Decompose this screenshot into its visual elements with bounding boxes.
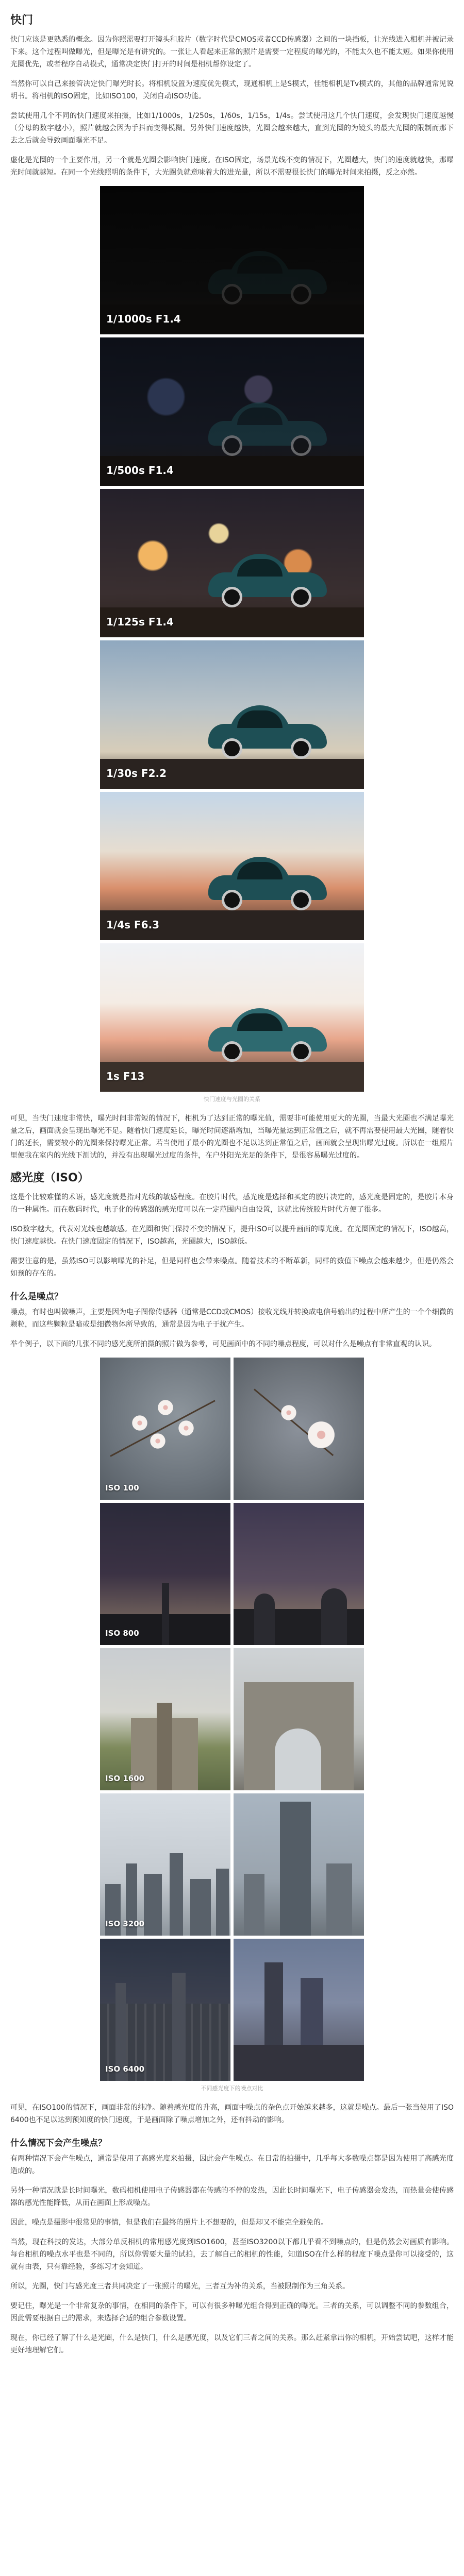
shutter-photo <box>100 489 364 637</box>
shutter-photo-label: 1s F13 <box>106 1070 145 1082</box>
iso-photo-caption: 不同感光度下的噪点对比 <box>201 2085 263 2092</box>
iso-heading: 感光度（ISO） <box>10 1172 89 1184</box>
iso-paragraph: 这是个比较难懂的术语，感光度就是指对光线的敏感程度。在胶片时代，感光度是选择和买定的胶片决定的，感光度是固定的，是胶片本身的一种属性。而在数码时代，电子化的传感器的感光度可以在一定范围内自由设置，这就比传统胶片时代方便了很多。 <box>10 1193 454 1214</box>
noise-heading: 什么是噪点？ <box>10 1292 63 1302</box>
shutter-photo <box>100 943 364 1092</box>
iso-photo <box>234 1648 364 1790</box>
iso-photo-label: ISO 3200 <box>105 1919 145 1928</box>
shutter-photo-label: 1/30s F2.2 <box>106 767 167 779</box>
shutter-photo <box>100 337 364 486</box>
iso-photo-label: ISO 6400 <box>105 2064 145 2074</box>
noise-cause-paragraph: 当然，现在科技的发达，大部分单反相机的常用感光度到ISO1600，甚至ISO3200以下都几乎看不到噪点的，但是仍然会对画质有影响。每台相机的噪点水平也是不同的，所以你需要大量的试拍，去了解自己的相机的性能，知道ISO在什么样的程度下噪点是你可以接受的，这就有由表，只有靠经验，多练习才会知道。 <box>10 2238 454 2271</box>
shutter-after-paragraph: 可见，当快门速度非常快，曝光时间非常短的情况下，相机为了达到正常的曝光值，需要非可能使用更大的光圈，当最大光圈也不满足曝光量之后，画面就会呈现出曝光不足。随着快门速度延长，曝光时间逐渐增加，当曝光量达到正常值之后，就不再需要使用最大光圈，随着快门的延长，需要较小的光圈来保持曝光正常。若当使用了最小的光圈也不足以达到正常值之后，画面就会呈现出曝光过度。所以在一组照片里便我在室内的光线下测试的，并没有出现曝光过度的条件，在户外阳光光足的条件下，是很容易曝光过度的。 <box>10 1114 454 1160</box>
iso-photo <box>234 1939 364 2081</box>
iso-photo-label: ISO 800 <box>105 1629 139 1638</box>
shutter-heading: 快门 <box>10 14 34 27</box>
shutter-paragraph: 尝试使用几个不同的快门速度来拍摄，比如1/1000s，1/250s，1/60s，1/15s，1/4s。尝试使用这几个快门速度，会发现快门速度越慢（分母的数字越小），照片就越会因为手抖而变得模糊。另外快门速度越快，光圈会越来越大，直到光圈的为镜头的最大光圈的限制而那下去之后就会导致画面曝光不足。 <box>10 112 454 145</box>
noise-cause-paragraph: 有两种情况下会产生噪点，通常是使用了高感光度来拍摄，因此会产生噪点。在日常的拍摄中，几乎每大多数噪点都是因为使用了高感光度造成的。 <box>10 2155 454 2175</box>
shutter-photo-label: 1/4s F6.3 <box>106 919 160 931</box>
iso-photo <box>234 1358 364 1500</box>
iso-photo-label: ISO 1600 <box>105 1774 145 1783</box>
shutter-photo-label: 1/500s F1.4 <box>106 464 174 477</box>
noise-cause-paragraph: 因此，噪点是摄影中很常见的事情，但是我们在最终的照片上不想要的，但是却又不能完全避免的。 <box>10 2218 328 2227</box>
iso-photo <box>100 1939 230 2081</box>
shutter-photo <box>100 640 364 789</box>
shutter-photo-label: 1/1000s F1.4 <box>106 313 181 325</box>
iso-paragraph: 需要注意的是，虽然ISO可以影响曝光的补足，但是同样也会带来噪点。随着技术的不断革新，同样的数值下噪点会越来越少，但是仍然会如预的存在的。 <box>10 1257 454 1278</box>
shutter-photo-stack <box>100 186 364 1092</box>
noise-cause-heading: 什么情况下会产生噪点？ <box>10 2138 107 2148</box>
iso-photo <box>234 1793 364 1936</box>
noise-cause-paragraph: 另外一种情况就是长时间曝光，数码相机使用电子传感器都在传感的不停的发热，因此长时间曝光下，电子传感器会发热，而热量会使传感器的感光性能降低，从而在画面上形成噪点。 <box>10 2187 454 2207</box>
shutter-paragraph: 快门应该是更熟悉的概念。因为你照需要打开镜头和胶片（数字时代是CMOS或者CCD传感器）之间的一块挡板，让光线进入相机并被记录下来。这个过程叫做曝光，但是曝光是有讲究的。一张让人看起来正常的照片是需要一定程度的曝光的，不能太久也不能太短。如果你使用光圈优先，或者程序自动模式，通常决定快门打开的时间是相机帮你设定了。 <box>10 36 454 69</box>
shutter-paragraph: 虚化是光圈的一个主要作用，另一个就是光圈会影响快门速度。在ISO固定，场景光线不变的情况下，光圈越大，快门的速度就越快，那曝光时间就越短。在同一个光线照明的条件下，大光圈负就意味着大的进光量，所以不需要很长快门的曝光时间来拍摄，反之亦然。 <box>10 156 454 177</box>
noise-paragraph: 噪点，有时也叫做噪声，主要是因为电子图像传感器（通常是CCD或CMOS）接收光线并转换成电信号输出的过程中所产生的一个个细微的颗粒，而这些颗粒是暗或是细微物体所导致的，通常是因为电子于扰产生。 <box>10 1308 454 1329</box>
shutter-photo <box>100 186 364 334</box>
shutter-paragraph: 当然你可以自己来接管决定快门曝光时长。将相机设置为速度优先模式，现通相机上是S模式，佳能相机是Tv模式的，其他的品牌通常见说明书。将相机的ISO固定，比如ISO100，关闭自动ISO功能。 <box>10 80 454 100</box>
iso-photo <box>234 1503 364 1645</box>
iso-paragraph: ISO数字越大，代表对光线也越敏感。在光圈和快门保持不变的情况下，提升ISO可以提升画面的曝光度。在光圈固定的情况下，ISO越高，快门速度越快。在快门速度固定的情况下，ISO越高，光圈越大，ISO越低。 <box>10 1225 454 1246</box>
shutter-photo-label: 1/125s F1.4 <box>106 616 174 628</box>
iso-photo <box>100 1648 230 1790</box>
noise-paragraph: 举个例子，以下面的几张不同的感光度所拍摄的照片做为参考，可见画面中的不同的噪点程度，可以对什么是噪点有非常直观的认识。 <box>10 1340 436 1348</box>
noise-cause-paragraph: 要记住，曝光是一个非常复杂的事情，在相同的条件下，可以有很多种曝光组合得到正确的曝光。三者的关系，可以调整不同的参数组合，因此需要根据自己的需求，来选择合适的组合参数设置。 <box>10 2302 454 2323</box>
iso-photo-label: ISO 100 <box>105 1483 139 1493</box>
article <box>10 0 454 2374</box>
noise-cause-paragraph: 所以，光圈，快门与感光度三者共同决定了一张照片的曝光，三者互为补的关系，当被限制作为三角关系。 <box>10 2282 350 2291</box>
iso-photo <box>100 1793 230 1936</box>
shutter-photo-caption: 快门速度与光圈的关系 <box>204 1096 260 1103</box>
shutter-photo <box>100 792 364 940</box>
noise-cause-paragraph: 现在，你已经了解了什么是光圈，什么是快门，什么是感光度，以及它们三者之间的关系。那么赶紧拿出你的相机，开始尝试吧，这样才能更好地理解它们。 <box>10 2334 454 2354</box>
iso-photo <box>100 1503 230 1645</box>
iso-photo <box>100 1358 230 1500</box>
iso-after-paragraph: 可见，在ISO100的情况下，画面非常的纯净。随着感光度的升高，画面中噪点的杂色点开始越来越多，这就是噪点。最后一张当使用了ISO 6400也不足以达到预知度的快门速度，于是画面除了噪点增加之外，还有抖动的影响。 <box>10 2104 454 2124</box>
iso-photo-grid <box>100 1358 364 2081</box>
